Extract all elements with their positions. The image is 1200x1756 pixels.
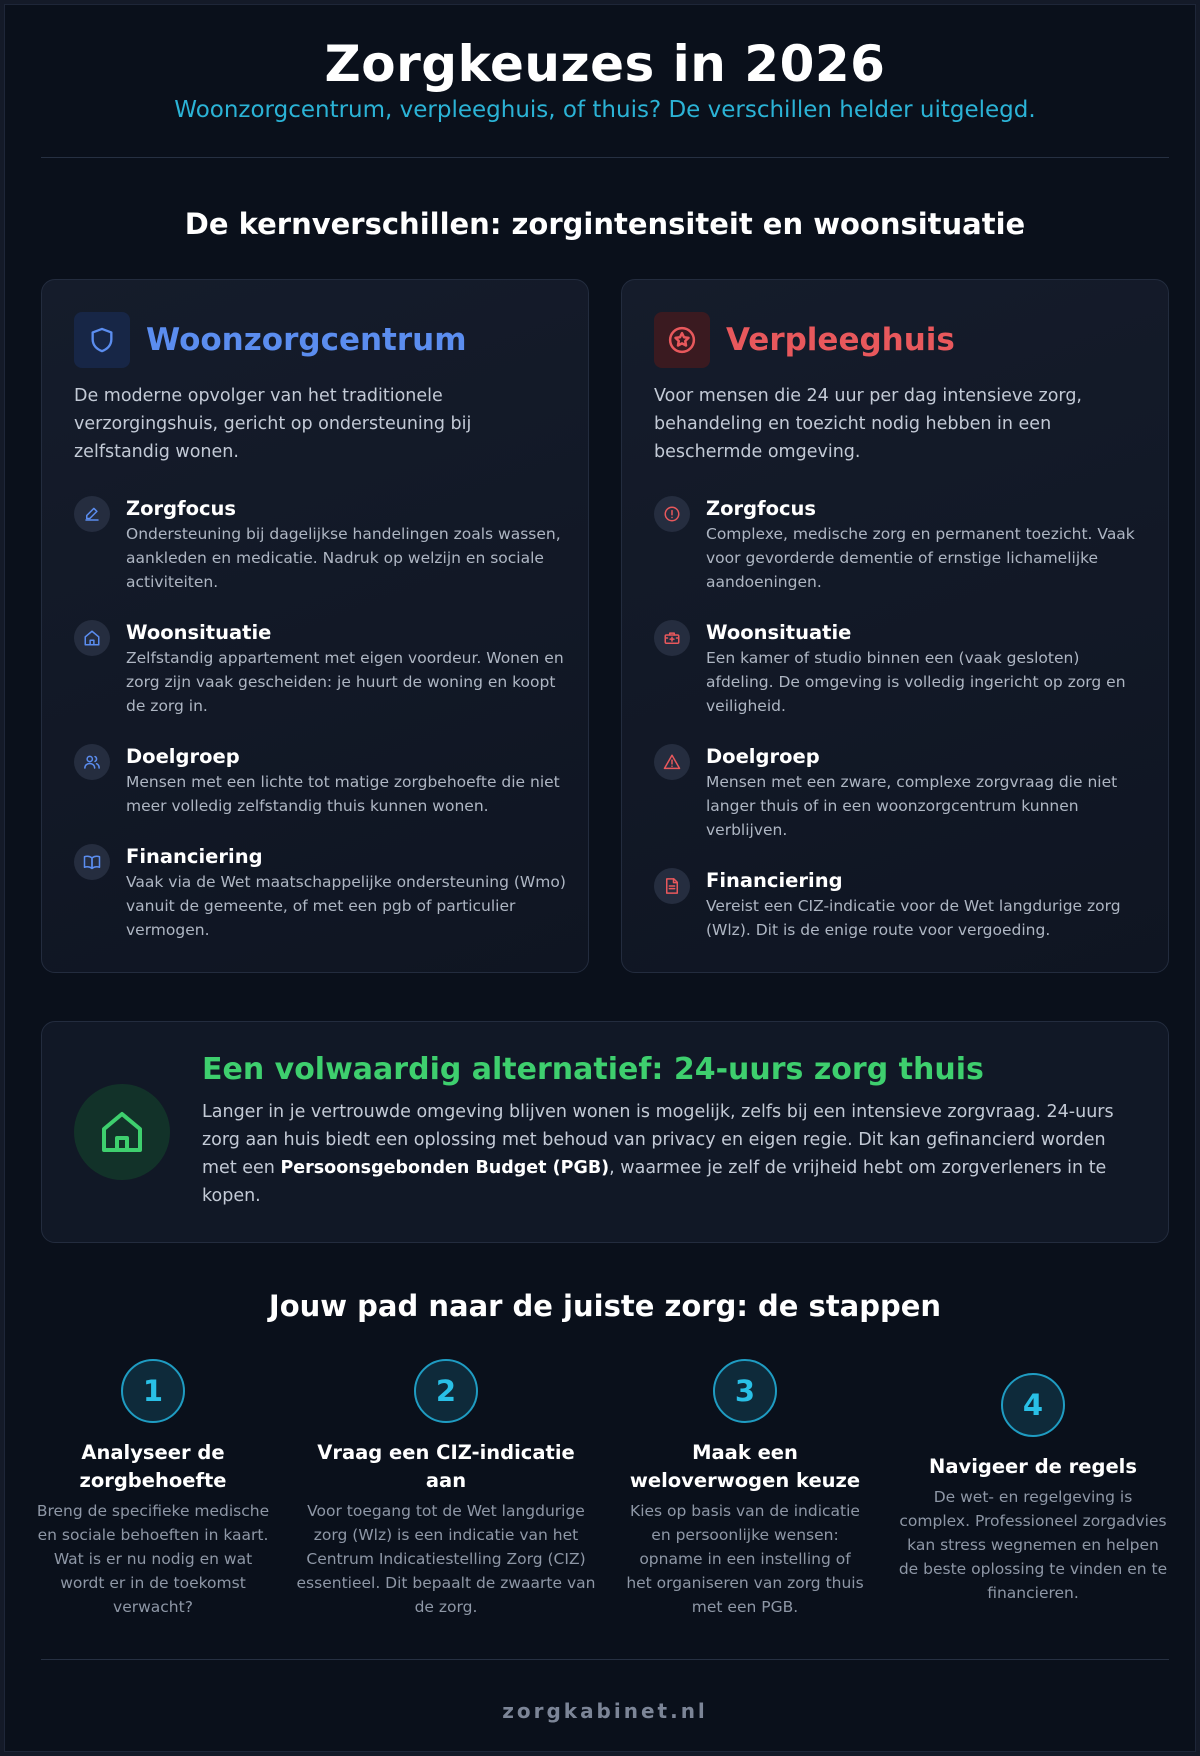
card-description: Voor mensen die 24 uur per dag intensieve zorg, behandeling en toezicht nodig hebben in een beschermde omgeving.	[654, 386, 1082, 462]
step-text: Kies op basis van de indicatie en persoonlijke wensen: opname in een instelling of het organiseren van zorg thuis met een PGB.	[626, 1502, 864, 1616]
medical-badge-icon	[654, 312, 710, 368]
feature-text: Ondersteuning bij dagelijkse handelingen zoals wassen, aankleden en medicatie. Nadruk op welzijn en sociale activiteiten.	[126, 525, 561, 591]
feature-title: Zorgfocus	[706, 497, 817, 520]
document-icon	[654, 868, 690, 904]
step-3	[625, 1359, 865, 1619]
card-description: De moderne opvolger van het traditionele verzorgingshuis, gericht op ondersteuning bij zelfstandig wonen.	[74, 386, 472, 462]
feature-title: Zorgfocus	[126, 497, 237, 520]
step-text: Voor toegang tot de Wet langdurige zorg (Wlz) is een indicatie van het Centrum Indicatiestelling Zorg (CIZ) essentieel. Dit bepaalt de zwaarte van de zorg.	[296, 1502, 596, 1616]
feature-title: Doelgroep	[126, 745, 240, 768]
feature-title: Doelgroep	[706, 745, 820, 768]
step-title: Analyseer de zorgbehoefte	[79, 1441, 227, 1492]
feature-title: Woonsituatie	[126, 621, 272, 644]
footer-site-name: zorgkabinet.nl	[502, 1699, 708, 1723]
feature-text: Mensen met een lichte tot matige zorgbehoefte die niet meer volledig zelfstandig thuis kunnen wonen.	[126, 773, 560, 815]
step-number: 1	[121, 1359, 185, 1423]
steps-section-title: Jouw pad naar de juiste zorg: de stappen	[268, 1289, 942, 1323]
core-section-title: De kernverschillen: zorgintensiteit en woonsituatie	[184, 207, 1026, 241]
step-title: Navigeer de regels	[929, 1455, 1137, 1478]
header-divider	[41, 157, 1169, 158]
alternative-text	[202, 1098, 1132, 1210]
step-2	[296, 1359, 596, 1619]
alternative-text-part: , waarmee je zelf de vrijheid hebt om zorgverleners in te kopen.	[202, 1158, 1107, 1206]
step-number: 2	[414, 1359, 478, 1423]
medical-kit-icon	[654, 620, 690, 656]
feature-text: Vereist een CIZ-indicatie voor de Wet langdurige zorg (Wlz). Dit is de enige route voor vergoeding.	[706, 897, 1121, 939]
step-1	[33, 1359, 273, 1619]
step-text: Breng de specifieke medische en sociale behoeften in kaart. Wat is er nu nodig en wat wordt er in de toekomst verwacht?	[36, 1502, 270, 1616]
step-number: 3	[713, 1359, 777, 1423]
page-frame	[4, 4, 1196, 1752]
feature-text: Zelfstandig appartement met eigen voordeur. Wonen en zorg zijn vaak gescheiden: je huurt de woning en koopt de zorg in.	[126, 649, 564, 715]
users-icon	[74, 744, 110, 780]
step-4	[897, 1373, 1169, 1605]
alternative-text-bold: Persoonsgebonden Budget (PGB)	[280, 1158, 610, 1178]
card-title: Woonzorgcentrum	[146, 322, 467, 358]
alternative-panel	[41, 1021, 1169, 1243]
feature-text: Een kamer of studio binnen een (vaak gesloten) afdeling. De omgeving is volledig ingericht op zorg en veiligheid.	[706, 649, 1126, 715]
card-title: Verpleeghuis	[726, 322, 955, 358]
alternative-title: Een volwaardig alternatief: 24-uurs zorg thuis	[202, 1052, 984, 1087]
step-text: De wet- en regelgeving is complex. Professioneel zorgadvies kan stress wegnemen en helpen de beste oplossing te vinden en te financieren.	[898, 1488, 1168, 1602]
card-woonzorgcentrum	[41, 279, 589, 973]
footer-divider	[41, 1659, 1169, 1660]
alert-circle-icon	[654, 496, 690, 532]
book-icon	[74, 844, 110, 880]
feature-text: Complexe, medische zorg en permanent toezicht. Vaak voor gevorderde dementie of ernstige lichamelijke aandoeningen.	[706, 525, 1135, 591]
page-title: Zorgkeuzes in 2026	[324, 35, 886, 93]
step-number: 4	[1001, 1373, 1065, 1437]
warning-triangle-icon	[654, 744, 690, 780]
pencil-icon	[74, 496, 110, 532]
shield-icon	[74, 312, 130, 368]
feature-title: Financiering	[706, 869, 843, 892]
page-subtitle: Woonzorgcentrum, verpleeghuis, of thuis? De verschillen helder uitgelegd.	[174, 97, 1036, 123]
home-icon	[74, 620, 110, 656]
alternative-text-part: Langer in je vertrouwde omgeving blijven wonen is mogelijk, zelfs bij een intensieve zorgvraag. 24-uurs zorg aan huis biedt een oplossing met behoud van privacy en eigen regie. Dit kan gefinancierd worden met een	[202, 1102, 1114, 1178]
feature-title: Financiering	[126, 845, 263, 868]
feature-title: Woonsituatie	[706, 621, 852, 644]
home-icon	[74, 1084, 170, 1180]
step-title: Maak een weloverwogen keuze	[629, 1441, 861, 1492]
card-verpleeghuis	[621, 279, 1169, 973]
feature-text: Mensen met een zware, complexe zorgvraag die niet langer thuis of in een woonzorgcentrum kunnen verblijven.	[706, 773, 1118, 839]
step-title: Vraag een CIZ-indicatie aan	[317, 1441, 575, 1492]
feature-text: Vaak via de Wet maatschappelijke ondersteuning (Wmo) vanuit de gemeente, of met een pgb of particulier vermogen.	[126, 873, 566, 939]
